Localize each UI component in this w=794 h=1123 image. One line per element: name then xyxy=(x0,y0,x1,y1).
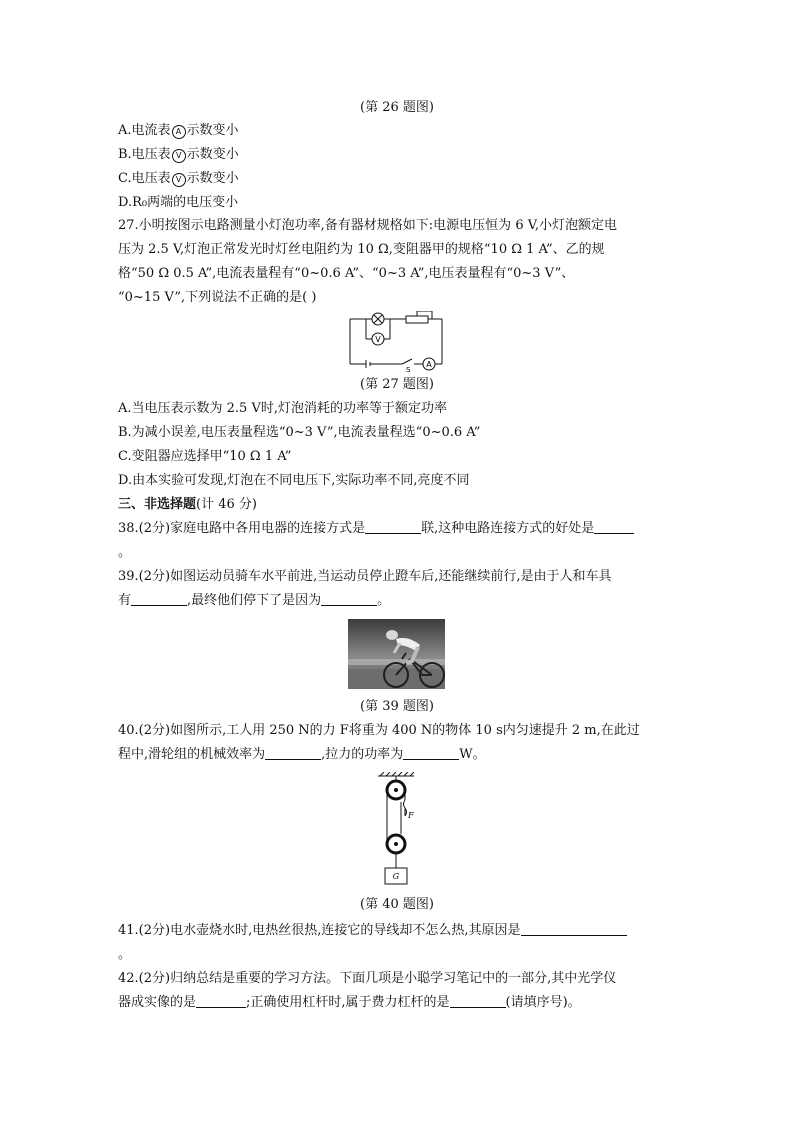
ammeter-icon: A xyxy=(172,125,186,139)
answer-blank[interactable] xyxy=(403,746,459,760)
q26-option-b: B.电压表 V 示数变小 xyxy=(118,147,239,162)
lamp-icon xyxy=(372,313,384,325)
q26-option-d: D.R₀两端的电压变小 xyxy=(118,195,239,210)
answer-blank[interactable] xyxy=(365,520,421,534)
q27-stem-line: “0~15 V”,下列说法不正确的是( ) xyxy=(118,290,317,305)
rheostat-icon xyxy=(406,311,432,323)
q40-line: 40.(2分)如图所示,工人用 250 N的力 F将重为 400 N的物体 10 s内匀速提升 2 m,在此过 xyxy=(118,723,640,738)
q39-line: 39.(2分)如图运动员骑车水平前进,当运动员停止蹬车后,还能继续前行,是由于人和车具 xyxy=(118,569,612,584)
svg-text:G: G xyxy=(392,872,400,881)
voltmeter-icon: V xyxy=(172,173,186,187)
q27-caption: (第 27 题图) xyxy=(360,377,434,392)
q40-caption: (第 40 题图) xyxy=(360,897,434,912)
circuit-diagram xyxy=(346,311,448,373)
q42-line: 42.(2分)归纳总结是重要的学习方法。下面几项是小聪学习笔记中的一部分,其中光学仪 xyxy=(118,971,617,986)
ammeter-icon xyxy=(423,358,435,370)
q40-line: 程中,滑轮组的机械效率为 ,拉力的功率为 W。 xyxy=(118,747,486,762)
q39-line: 有 ,最终他们停下了是因为 。 xyxy=(118,593,391,608)
answer-blank[interactable] xyxy=(321,592,377,606)
answer-blank[interactable] xyxy=(521,922,627,936)
q27-stem-line: 27.小明按图示电路测量小灯泡功率,备有器材规格如下:电源电压恒为 6 V,小灯泡额定电 xyxy=(118,218,617,233)
svg-text:V: V xyxy=(375,335,381,344)
q27-option-d: D.由本实验可发现,灯泡在不同电压下,实际功率不同,亮度不同 xyxy=(118,473,470,488)
fixed-pulley-icon xyxy=(387,781,405,799)
q42-line: 器成实像的是 ;正确使用杠杆时,属于费力杠杆的是 (请填序号)。 xyxy=(118,995,581,1010)
pulley-diagram xyxy=(372,772,422,890)
section-heading: 三、非选择题(计 46 分) xyxy=(118,497,257,512)
answer-blank[interactable] xyxy=(196,994,246,1008)
switch-label: S xyxy=(406,366,411,373)
q38-line: 。 xyxy=(118,545,132,560)
q26-option-c: C.电压表 V 示数变小 xyxy=(118,171,239,186)
q41-line: 41.(2分)电水壶烧水时,电热丝很热,连接它的导线却不怎么热,其原因是 xyxy=(118,922,678,940)
q27-stem-line: 压为 2.5 V,灯泡正常发光时灯丝电阻约为 10 Ω,变阻器甲的规格“10 Ω 1 A”、乙的规 xyxy=(118,242,605,257)
answer-blank[interactable] xyxy=(131,592,187,606)
answer-blank[interactable] xyxy=(594,520,634,534)
cyclist-photo xyxy=(348,619,445,689)
q27-option-a: A.当电压表示数为 2.5 V时,灯泡消耗的功率等于额定功率 xyxy=(118,401,447,416)
answer-blank[interactable] xyxy=(265,746,321,760)
q27-option-c: C.变阻器应选择甲“10 Ω 1 A” xyxy=(118,449,292,464)
force-label: F xyxy=(408,811,414,820)
q27-option-b: B.为减小误差,电压表量程选“0~3 V”,电流表量程选“0~0.6 A” xyxy=(118,425,481,440)
q39-caption: (第 39 题图) xyxy=(360,699,434,714)
movable-pulley-icon xyxy=(387,835,405,853)
q26-caption: (第 26 题图) xyxy=(360,100,434,115)
q38-line: 38.(2分)家庭电路中各用电器的连接方式是 联,这种电路连接方式的好处是 xyxy=(118,520,678,538)
weight-block xyxy=(385,868,407,884)
svg-text:A: A xyxy=(426,360,432,369)
voltmeter-icon xyxy=(372,333,384,345)
q41-line: 。 xyxy=(118,947,132,962)
voltmeter-icon: V xyxy=(172,149,186,163)
q27-stem-line: 格“50 Ω 0.5 A”,电流表量程有“0~0.6 A”、“0~3 A”,电压表量程有“0~3 V”、 xyxy=(118,266,575,281)
q26-option-a: A.电流表 A 示数变小 xyxy=(118,123,239,138)
answer-blank[interactable] xyxy=(450,994,506,1008)
